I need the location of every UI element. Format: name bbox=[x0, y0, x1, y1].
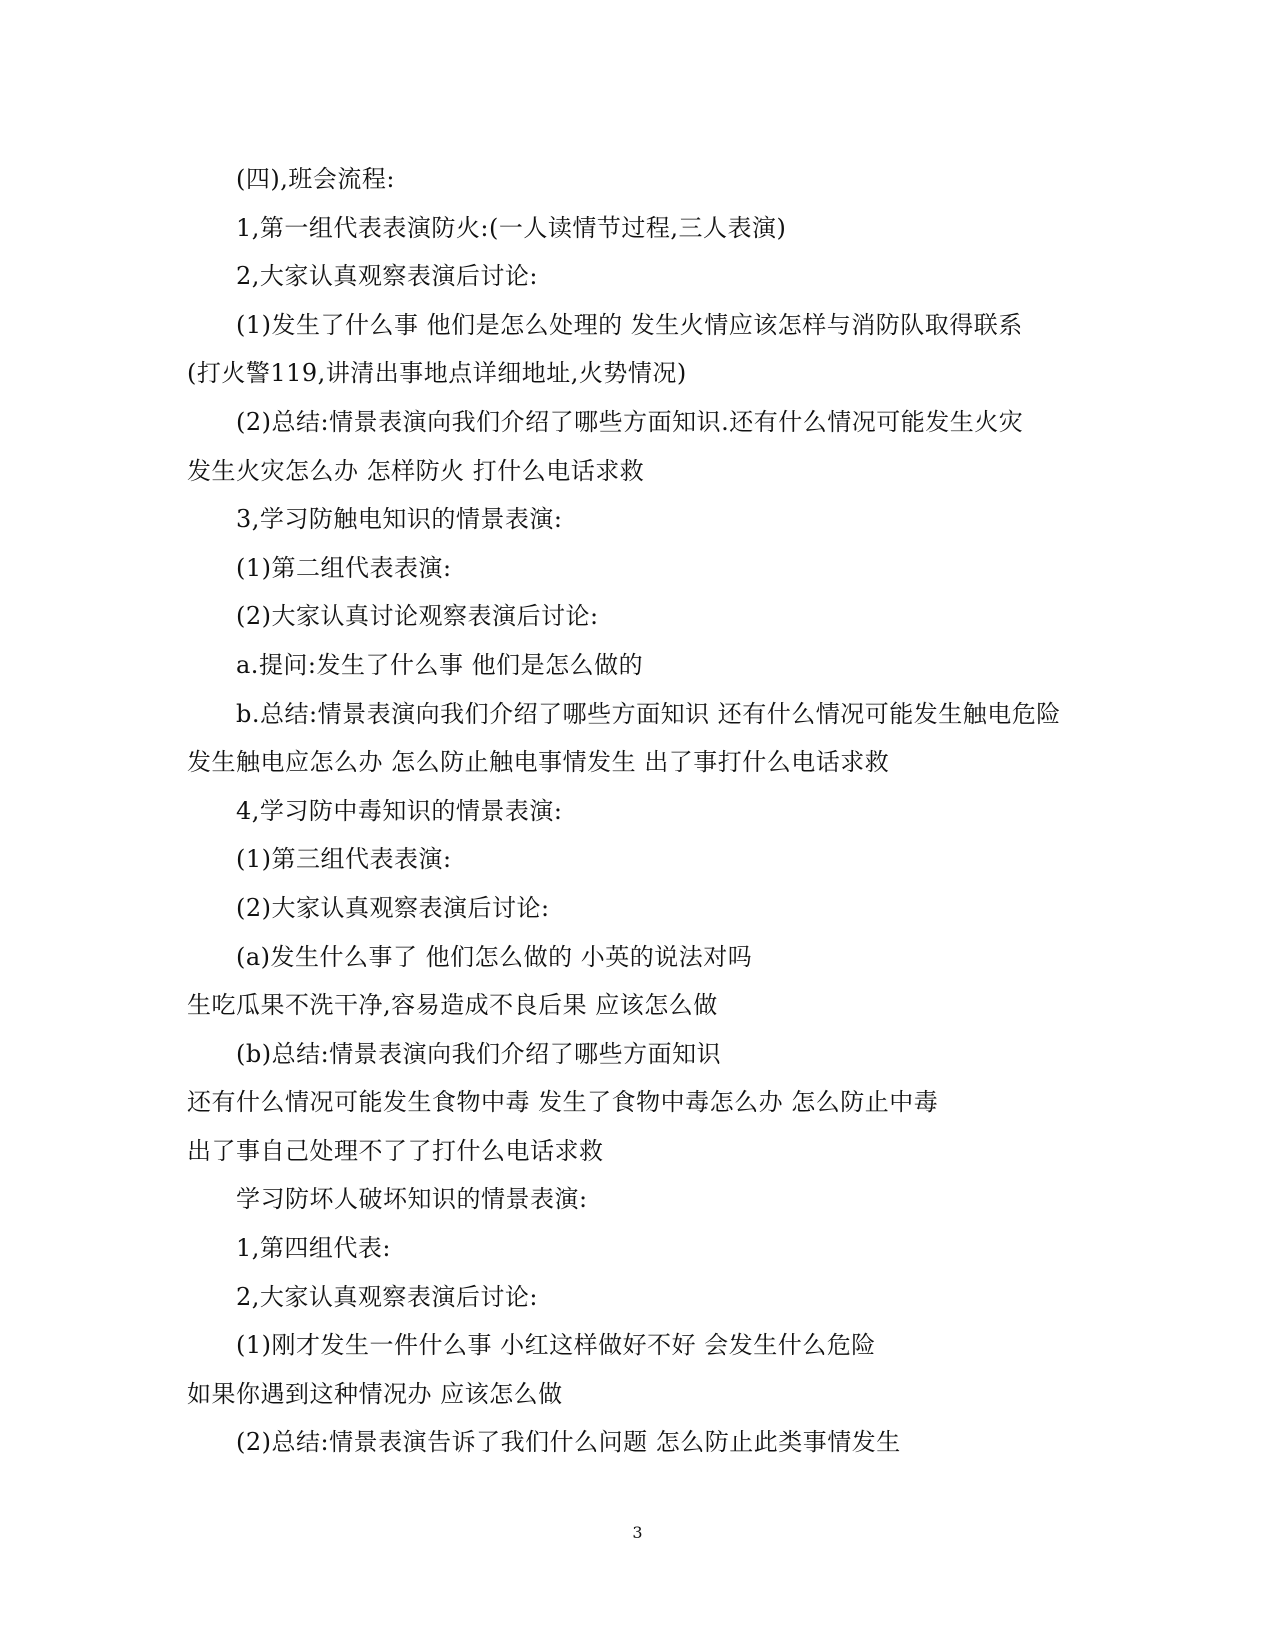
text-line: 出了事自己处理不了了打什么电话求救 bbox=[187, 1136, 604, 1165]
text-line: (1)刚才发生一件什么事 小红这样做好不好 会发生什么危险 bbox=[236, 1331, 876, 1360]
text-line: a.提问:发生了什么事 他们是怎么做的 bbox=[236, 650, 644, 679]
text-line: 1,第四组代表: bbox=[236, 1234, 391, 1263]
text-line: 生吃瓜果不洗干净,容易造成不良后果 应该怎么做 bbox=[187, 991, 718, 1020]
text-line: 1,第一组代表表演防火:(一人读情节过程,三人表演) bbox=[236, 213, 787, 242]
text-line: (1)第三组代表表演: bbox=[236, 845, 452, 874]
text-line: (1)发生了什么事 他们是怎么处理的 发生火情应该怎样与消防队取得联系 bbox=[236, 310, 1023, 339]
text-line: 2,大家认真观察表演后讨论: bbox=[236, 1282, 538, 1311]
text-line: 2,大家认真观察表演后讨论: bbox=[236, 262, 538, 291]
text-line: 学习防坏人破坏知识的情景表演: bbox=[236, 1185, 588, 1214]
text-line: b.总结:情景表演向我们介绍了哪些方面知识 还有什么情况可能发生触电危险 bbox=[236, 699, 1061, 728]
page-number: 3 bbox=[632, 1523, 643, 1542]
text-line: (2)大家认真观察表演后讨论: bbox=[236, 893, 550, 922]
text-line: 发生触电应怎么办 怎么防止触电事情发生 出了事打什么电话求救 bbox=[187, 748, 890, 777]
text-line: (a)发生什么事了 他们怎么做的 小英的说法对吗 bbox=[236, 942, 753, 971]
text-line: (四),班会流程: bbox=[236, 165, 395, 193]
text-line: 发生火灾怎么办 怎样防火 打什么电话求救 bbox=[187, 456, 645, 485]
text-line: (b)总结:情景表演向我们介绍了哪些方面知识 bbox=[236, 1039, 722, 1068]
text-line: (1)第二组代表表演: bbox=[236, 553, 452, 582]
document-body bbox=[187, 155, 1087, 1467]
text-line: 4,学习防中毒知识的情景表演: bbox=[236, 796, 563, 825]
text-line: (2)总结:情景表演向我们介绍了哪些方面知识.还有什么情况可能发生火灾 bbox=[236, 407, 1024, 436]
text-line: (2)大家认真讨论观察表演后讨论: bbox=[236, 602, 599, 631]
text-line: (2)总结:情景表演告诉了我们什么问题 怎么防止此类事情发生 bbox=[236, 1428, 901, 1457]
text-line: 如果你遇到这种情况办 应该怎么做 bbox=[187, 1379, 563, 1408]
text-line: 3,学习防触电知识的情景表演: bbox=[236, 505, 563, 534]
text-line: (打火警119,讲清出事地点详细地址,火势情况) bbox=[187, 359, 687, 388]
text-line: 还有什么情况可能发生食物中毒 发生了食物中毒怎么办 怎么防止中毒 bbox=[187, 1088, 939, 1117]
